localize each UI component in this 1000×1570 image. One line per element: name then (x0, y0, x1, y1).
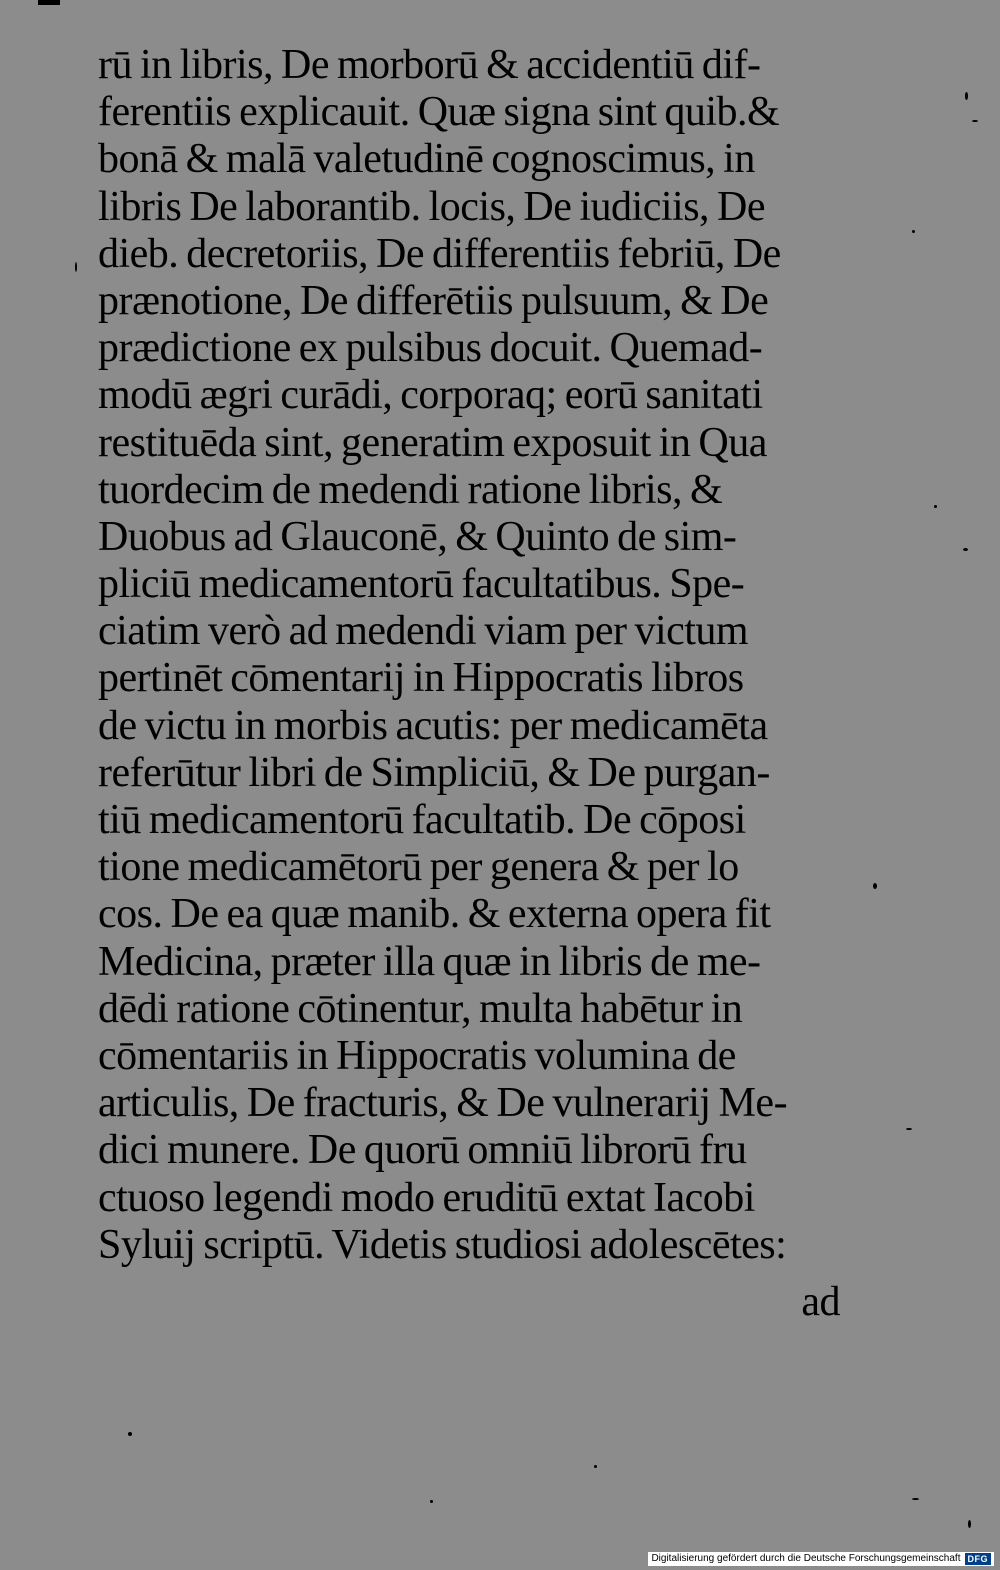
text-line: tuordecim de medendi ratione libris, & (98, 466, 723, 513)
text-line: de victu in morbis acutis: per medicamēta (98, 702, 768, 749)
text-line: dieb. decretoriis, De differentiis febriū, De (98, 230, 781, 277)
text-line: ctuoso legendi modo eruditū extat Iacobi (98, 1174, 755, 1221)
text-line: Syluij scriptū. Videtis studiosi adolescētes: (98, 1221, 787, 1268)
scan-speck (912, 230, 915, 233)
text-line: bonā & malā valetudinē cognoscimus, in (98, 136, 755, 183)
scan-speck (968, 1520, 971, 1528)
scan-speck (128, 1432, 132, 1436)
scan-speck (75, 262, 77, 272)
digitization-credit (648, 1552, 994, 1566)
text-line: pliciū medicamentorū facultatibus. Spe- (98, 561, 745, 608)
scan-speck (906, 1128, 912, 1130)
text-line: rū in libris, De morborū & accidentiū dif- (98, 42, 761, 88)
scan-speck (430, 1500, 433, 1503)
text-line: cōmentariis in Hippocratis volumina de (98, 1032, 736, 1079)
scan-speck (912, 1498, 919, 1500)
dfg-logo: DFG (965, 1553, 992, 1565)
text-line: restituēda sint, generatim exposuit in Qua (98, 419, 767, 466)
text-line: Medicina, præter illa quæ in libris de me- (98, 938, 761, 985)
text-line: libris De laborantib. locis, De iudiciis, De (98, 183, 766, 230)
scan-speck (594, 1465, 597, 1468)
text-line: prædictione ex pulsibus docuit. Quemad- (98, 325, 763, 372)
credit-text: Digitalisierung gefördert durch die Deutsche Forschungsgemeinschaft (651, 1553, 961, 1564)
text-line: dēdi ratione cōtinentur, multa habētur in (98, 985, 743, 1032)
text-line: prænotione, De differētiis pulsuum, & De (98, 277, 769, 324)
scan-speck (963, 548, 968, 551)
text-line: pertinēt cōmentarij in Hippocratis libros (98, 655, 744, 702)
text-line: articulis, De fracturis, & De vulnerarij Me- (98, 1080, 788, 1127)
text-line: dici munere. De quorū omniū librorū fru (98, 1127, 747, 1174)
scan-speck (873, 883, 877, 889)
text-line: ciatim verò ad medendi viam per victum (98, 608, 749, 655)
text-line: Duobus ad Glauconē, & Quinto de sim- (98, 513, 737, 560)
text-line: modū ægri curādi, corporaq; eorū sanitati (98, 372, 763, 419)
text-line: cos. De ea quæ manib. & externa opera fit (98, 891, 771, 938)
scan-speck (972, 120, 978, 122)
text-line: tiū medicamentorū facultatib. De cōposi (98, 797, 746, 843)
text-line: tione medicamētorū per genera & per lo (98, 844, 739, 891)
scan-speck (965, 92, 968, 100)
text-line: referūtur libri de Simpliciū, & De purgan- (98, 749, 770, 796)
text-line: ferentiis explicauit. Quæ signa sint quib.& (98, 89, 780, 136)
catchword: ad (801, 1278, 840, 1325)
text-block (98, 42, 858, 1326)
scan-speck (934, 505, 937, 508)
corner-mark (38, 0, 60, 5)
